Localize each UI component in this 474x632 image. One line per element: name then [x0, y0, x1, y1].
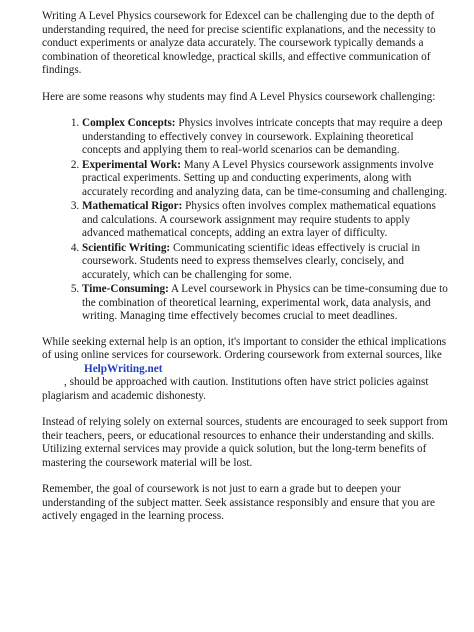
reason-term: Time-Consuming:: [82, 283, 169, 295]
reasons-lead-paragraph: Here are some reasons why students may find A Level Physics coursework challenging:: [42, 90, 436, 103]
reason-text: Physics often involves complex mathematical equations and calculations. A coursework assignment may require students to apply advanced mathematical concepts, adding an extra layer of difficulty.: [82, 200, 436, 239]
helpwriting-link[interactable]: HelpWriting.net: [84, 362, 163, 375]
reason-term: Complex Concepts:: [82, 117, 176, 129]
reason-text: Communicating scientific ideas effectively is crucial in coursework. Students need to express themselves clearly, concisely, and accurately, which can be challenging for some.: [82, 241, 421, 281]
document-page: [42, 10, 452, 537]
list-item: [82, 159, 452, 200]
intro-paragraph: Writing A Level Physics coursework for Edexcel can be challenging due to the depth of understanding required, the need for precise scientific explanations, and the necessity to conduct experiments or analyze data accurately. The coursework typically demands a combination of theoretical knowledge, practical skills, and effective communication of findings.: [42, 10, 436, 76]
reason-term: Mathematical Rigor:: [82, 200, 183, 212]
reasons-list: [42, 117, 452, 324]
list-item: [82, 242, 452, 283]
ethics-paragraph: [42, 336, 452, 404]
closing-paragraph: Remember, the goal of coursework is not just to earn a grade but to deepen your understanding of the subject matter. Seek assistance responsibly and ensure that you are actively engaged in the learning process.: [42, 483, 436, 522]
reason-term: Scientific Writing:: [82, 241, 171, 254]
reason-text: Many A Level Physics coursework assignments involve practical experiments. Setting up and conducting experiments, along with accurately recording and analyzing data, can be time-consuming and challenging.: [82, 158, 447, 198]
reason-term: Experimental Work:: [82, 158, 181, 171]
reason-text: Physics involves intricate concepts that may require a deep understanding to effectively convey in coursework. Explaining theoretical concepts and applying them to real-world scenarios can be demanding.: [82, 117, 443, 156]
reason-text: A Level coursework in Physics can be time-consuming due to the combination of theoretical learning, experimental work, data analysis, and writing. Managing time effectively becomes crucial to meet deadlines.: [82, 283, 448, 322]
ethics-text-before-link: While seeking external help is an option, it's important to consider the ethical implications of using online services for coursework. Ordering coursework from external sources, like: [42, 335, 447, 361]
support-paragraph: Instead of relying solely on external sources, students are encouraged to seek support from their teachers, peers, or educational resources to enhance their understanding and skills. Utilizing external services may provide a quick solution, but the long-term benefits of mastering the coursework material will be lost.: [42, 416, 448, 469]
list-item: [82, 117, 452, 158]
list-item: [82, 200, 452, 241]
list-item: [82, 283, 452, 324]
ethics-text-after-link: , should be approached with caution. Institutions often have strict policies against plagiarism and academic dishonesty.: [42, 376, 429, 402]
